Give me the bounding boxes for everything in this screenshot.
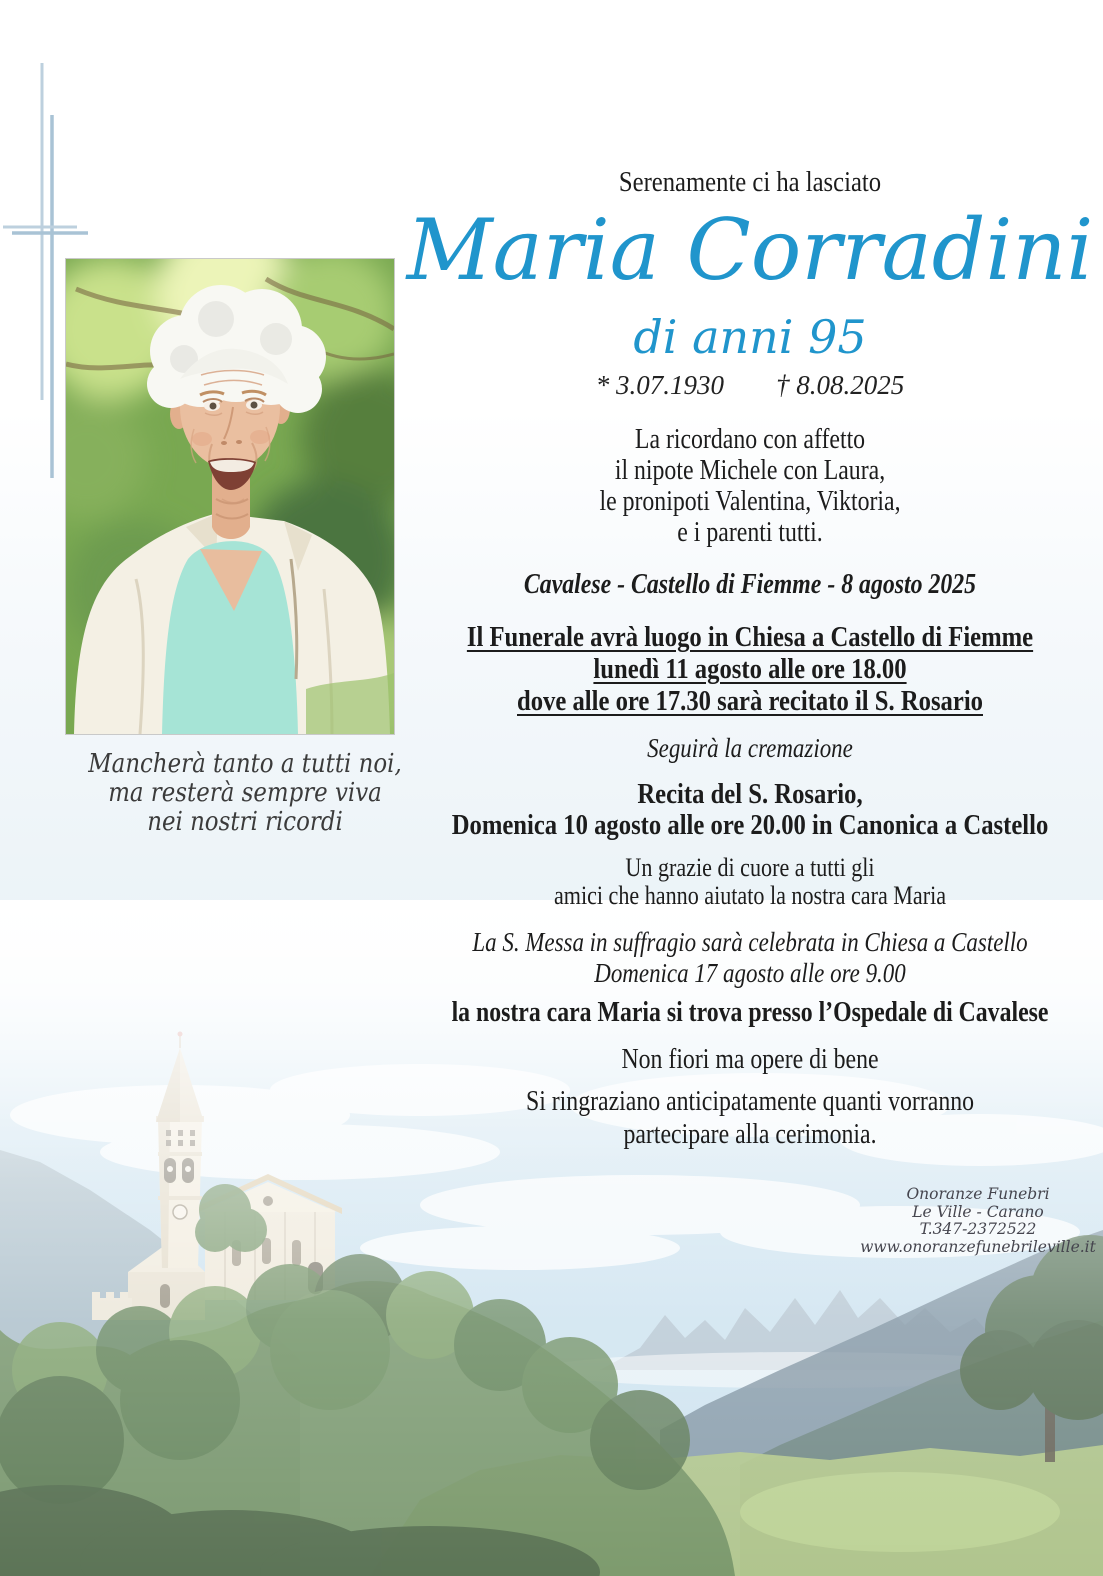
age-line: di anni 95: [633, 310, 867, 364]
funeral-line: Il Funerale avrà luogo in Chiesa a Castello di Fiemme: [466, 621, 1034, 653]
place-date-line: Cavalese - Castello di Fiemme - 8 agosto 2025: [523, 569, 977, 600]
closing-line: Si ringraziano anticipatamente quanti vorranno: [525, 1086, 975, 1117]
rosary-notice: [400, 779, 1100, 841]
rosary-line: Domenica 10 agosto alle ore 20.00 in Canonica a Castello: [451, 809, 1049, 841]
repose-line: la nostra cara Maria si trova presso l’Ospedale di Cavalese: [451, 996, 1049, 1028]
caption-line: Mancherà tanto a tutti noi,: [88, 749, 402, 779]
funeral-home-website: www.onoranzefunebrileville.it: [860, 1237, 1096, 1256]
funeral-line: lunedì 11 agosto alle ore 18.00: [593, 653, 907, 685]
funeral-line: dove alle ore 17.30 sarà recitato il S. Rosario: [517, 685, 983, 717]
funeral-home-branch: Le Ville - Carano: [912, 1202, 1044, 1221]
photo-caption: [55, 750, 435, 837]
deceased-name: Maria Corradini: [406, 201, 1094, 299]
funeral-home-signature: [838, 1186, 1103, 1256]
thanks-text: [400, 854, 1100, 910]
flowers-line: Non fiori ma opere di bene: [621, 1044, 879, 1075]
intro-line: Serenamente ci ha lasciato: [618, 166, 882, 198]
funeral-home-name: Onoranze Funebri: [906, 1185, 1050, 1203]
death-date: † 8.08.2025: [776, 370, 905, 400]
memorial-line: La ricordano con affetto: [634, 424, 866, 455]
cremation-line: Seguirà la cremazione: [647, 733, 853, 763]
thanks-line: amici che hanno aiutato la nostra cara Maria: [553, 881, 947, 910]
mass-line: La S. Messa in suffragio sarà celebrata in Chiesa a Castello: [472, 927, 1028, 957]
closing-text: [400, 1085, 1100, 1151]
birth-date: * 3.07.1930: [595, 370, 724, 400]
memorial-line: le pronipoti Valentina, Viktoria,: [599, 486, 901, 517]
memorial-line: il nipote Michele con Laura,: [614, 455, 886, 486]
thanks-line: Un grazie di cuore a tutti gli: [625, 853, 875, 882]
memorial-line: e i parenti tutti.: [677, 517, 823, 548]
funeral-notice: [400, 621, 1100, 717]
life-dates: [400, 370, 1100, 401]
memorial-text: [400, 424, 1100, 548]
portrait-image: [66, 259, 394, 734]
mass-notice: [400, 927, 1100, 989]
portrait-photo: [65, 258, 395, 735]
closing-line: partecipare alla cerimonia.: [623, 1119, 877, 1150]
mass-line: Domenica 17 agosto alle ore 9.00: [594, 958, 906, 988]
caption-line: nei nostri ricordi: [147, 807, 343, 837]
funeral-home-phone: T.347-2372522: [919, 1220, 1037, 1238]
rosary-line: Recita del S. Rosario,: [637, 778, 863, 810]
caption-line: ma resterà sempre viva: [108, 778, 382, 808]
